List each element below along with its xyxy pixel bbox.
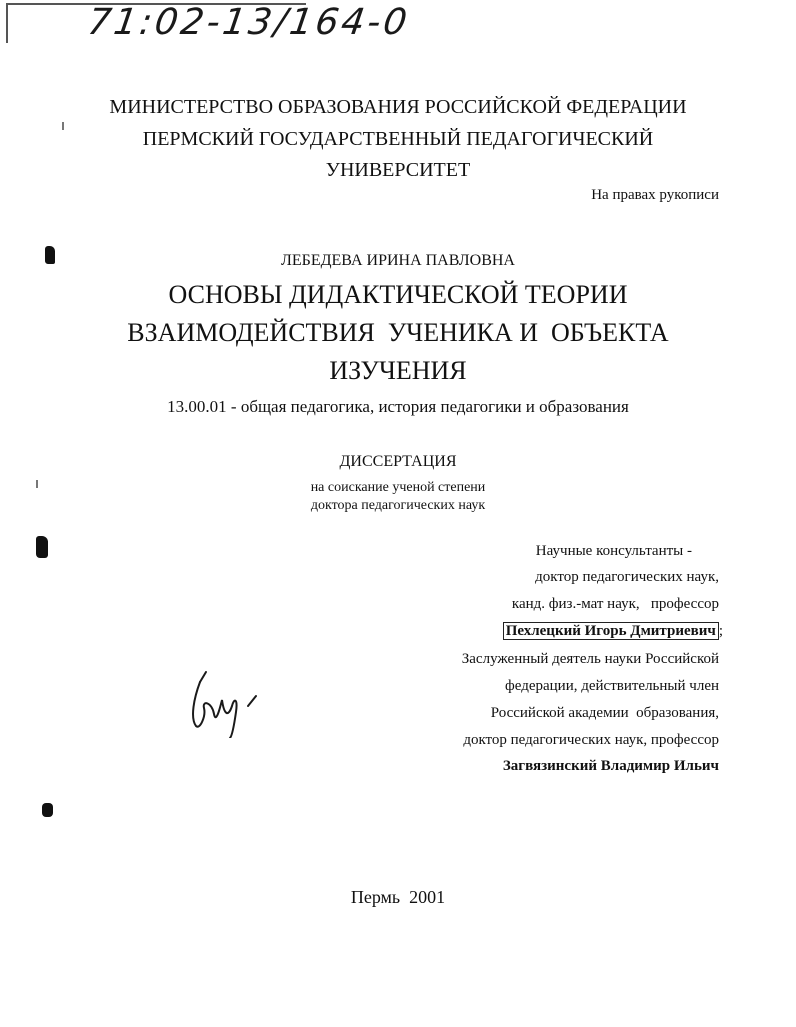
document-type: ДИССЕРТАЦИЯ (339, 453, 457, 470)
consultant-2-degree: доктор педагогических наук, профессор (463, 732, 719, 748)
archive-code: 71:02-13/164-0 (85, 2, 413, 43)
scan-artifact-mark (36, 536, 48, 558)
degree-line-1: на соискание ученой степени (310, 480, 486, 495)
university-name-line2: УНИВЕРСИТЕТ (325, 159, 471, 181)
city-year: Пермь 2001 (350, 887, 446, 907)
ministry-name: МИНИСТЕРСТВО ОБРАЗОВАНИЯ РОССИЙСКОЙ ФЕДЕРАЦИИ (109, 96, 687, 118)
title-line-1: ОСНОВЫ ДИДАКТИЧЕСКОЙ ТЕОРИИ (168, 280, 628, 309)
handwritten-signature (186, 668, 266, 738)
consultant-2-honor-1: Заслуженный деятель науки Российской (461, 651, 719, 667)
scan-artifact-mark (45, 246, 55, 264)
title-line-2: ВЗАИМОДЕЙСТВИЯ УЧЕНИКА И ОБЪЕКТА (127, 318, 669, 347)
title-line-3: ИЗУЧЕНИЯ (329, 356, 467, 385)
degree-line-2: доктора педагогических наук (310, 498, 486, 513)
scan-speck (36, 480, 38, 488)
university-name-line1: ПЕРМСКИЙ ГОСУДАРСТВЕННЫЙ ПЕДАГОГИЧЕСКИЙ (142, 128, 654, 150)
scan-edge-left (6, 3, 8, 43)
consultant-1-separator: ; (718, 623, 723, 639)
consultant-1-name: Пехлецкий Игорь Дмитриевич (503, 622, 719, 640)
consultants-heading: Научные консультанты - (535, 543, 692, 559)
consultant-2-honor-3: Российской академии образования, (490, 705, 719, 721)
scan-speck (62, 122, 64, 130)
consultant-1-title: канд. физ.-мат наук, профессор (511, 596, 719, 612)
manuscript-note: На правах рукописи (591, 187, 719, 203)
consultant-2-name: Загвязинский Владимир Ильич (502, 758, 719, 774)
author-name: ЛЕБЕДЕВА ИРИНА ПАВЛОВНА (281, 252, 515, 269)
scan-artifact-mark (42, 803, 53, 817)
consultant-2-honor-2: федерации, действительный член (505, 678, 719, 694)
consultant-1-degree: доктор педагогических наук, (535, 569, 719, 585)
consultant-1-row (503, 621, 723, 641)
specialty-code: 13.00.01 - общая педагогика, история педагогики и образования (167, 397, 629, 416)
